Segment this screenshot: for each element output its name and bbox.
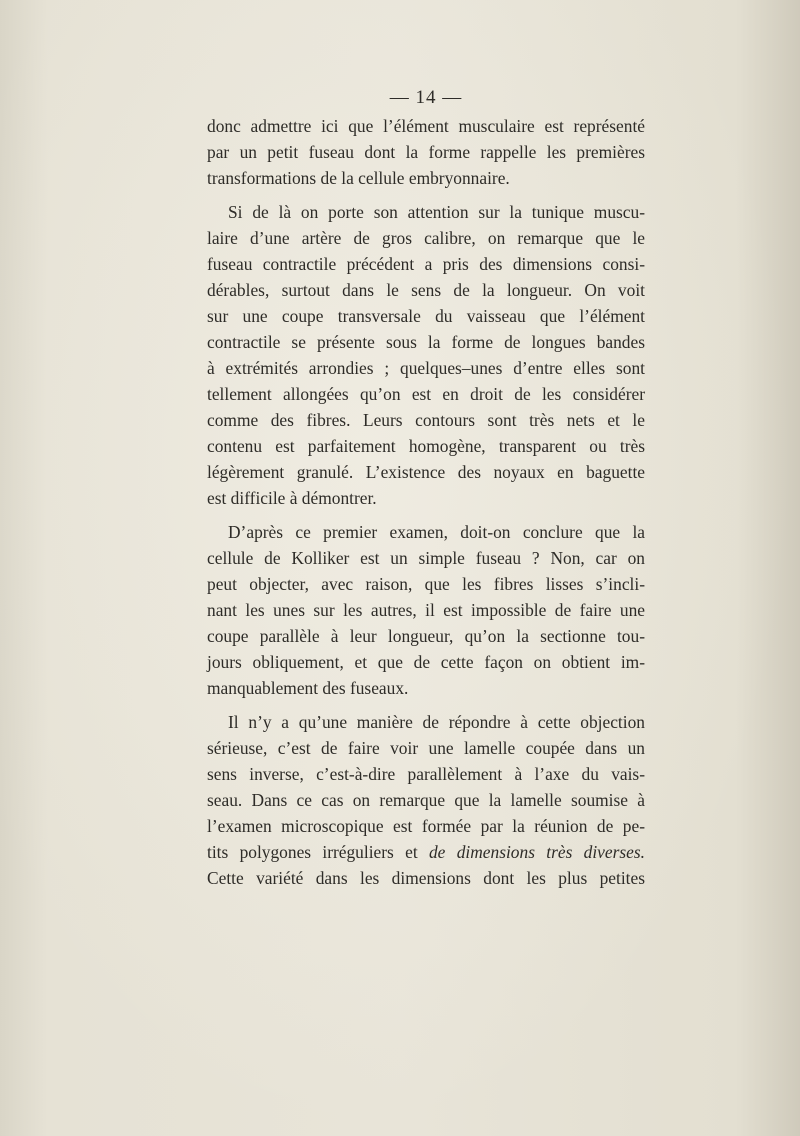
text-line: laire d’une artère de gros calibre, on remarque que le (207, 228, 645, 248)
text-line: Si de là on porte son attention sur la tunique muscu- (228, 202, 645, 222)
text-line: à extrémités arrondies ; quelques–unes d’entre elles sont (207, 358, 645, 378)
text-line: l’examen microscopique est formée par la réunion de pe- (207, 816, 645, 836)
paragraph (207, 709, 645, 891)
text-line: jours obliquement, et que de cette façon on obtient im- (207, 652, 645, 672)
text-line: Il n’y a qu’une manière de répondre à cette objection (228, 712, 645, 732)
text-line: légèrement granulé. L’existence des noyaux en baguette (207, 462, 645, 482)
text-line: sur une coupe transversale du vaisseau que l’élément (207, 306, 645, 326)
text-line: coupe parallèle à leur longueur, qu’on la sectionne tou- (207, 626, 645, 646)
text-line (207, 839, 645, 865)
text-line: D’après ce premier examen, doit-on conclure que la (228, 522, 645, 542)
paragraph (207, 199, 645, 511)
text-line: est difficile à démontrer. (207, 488, 377, 508)
text-line: contenu est parfaitement homogène, transparent ou très (207, 436, 645, 456)
text-line: seau. Dans ce cas on remarque que la lamelle soumise à (207, 790, 645, 810)
text-line: Cette variété dans les dimensions dont les plus petites (207, 868, 645, 888)
text-line: cellule de Kolliker est un simple fuseau ? Non, car on (207, 548, 645, 568)
text-line: contractile se présente sous la forme de longues bandes (207, 332, 645, 352)
text-line: fuseau contractile précédent a pris des dimensions consi- (207, 254, 645, 274)
italic-emphasis: de dimensions très diverses. (428, 842, 645, 862)
text-block (207, 82, 645, 891)
text-line: manquablement des fuseaux. (207, 678, 409, 698)
text-line: sérieuse, c’est de faire voir une lamelle coupée dans un (207, 738, 645, 758)
page-number: — 14 — (389, 87, 463, 108)
text-line: dérables, surtout dans le sens de la longueur. On voit (207, 280, 645, 300)
text-line: transformations de la cellule embryonnaire. (207, 168, 510, 188)
text-line: donc admettre ici que l’élément musculaire est représenté (207, 116, 645, 136)
text-line: par un petit fuseau dont la forme rappelle les premières (207, 142, 645, 162)
text-line: nant les unes sur les autres, il est impossible de faire une (207, 600, 645, 620)
text-line: comme des fibres. Leurs contours sont très nets et le (207, 410, 645, 430)
paragraph (207, 113, 645, 191)
text-line: peut objecter, avec raison, que les fibres lisses s’incli- (207, 574, 645, 594)
text-line: tellement allongées qu’on est en droit de les considérer (207, 384, 645, 404)
text-line: sens inverse, c’est-à-dire parallèlement à l’axe du vais- (207, 764, 645, 784)
text-run: tits polygones irréguliers et (207, 842, 429, 862)
paragraph (207, 519, 645, 701)
